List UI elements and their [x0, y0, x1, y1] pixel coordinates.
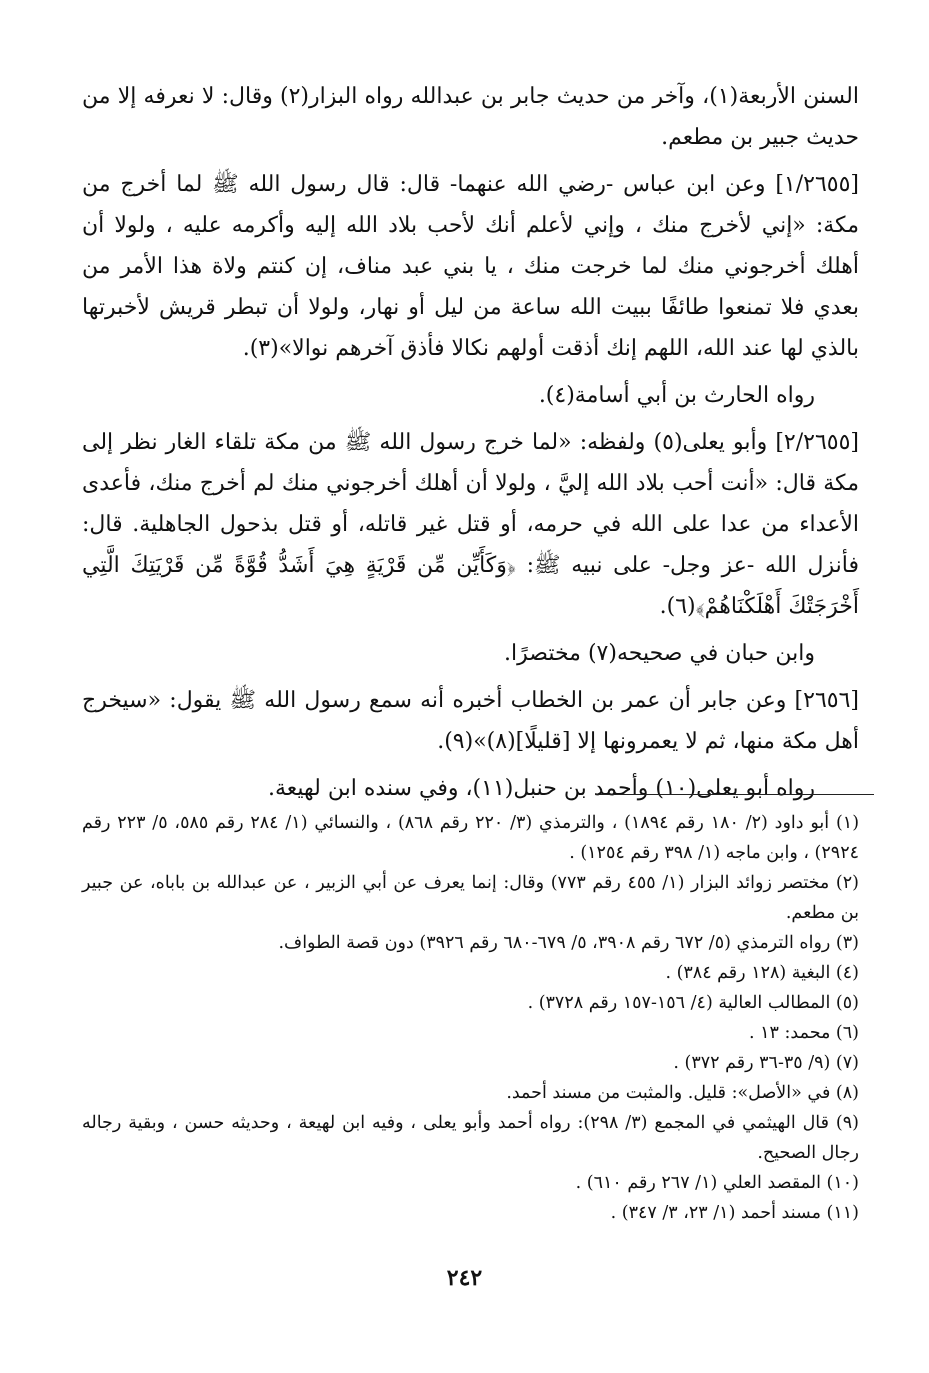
narration-note-2: وابن حبان في صحيحه(٧) مختصرًا.: [504, 641, 815, 666]
footnote-9: (٩) قال الهيثمي في المجمع (٣/ ٢٩٨): رواه أحمد وأبو يعلى ، وفيه ابن لهيعة ، وحديثه حسن ، وبقية رجاله رجال الصحيح.: [82, 1113, 859, 1163]
narration-note-1: رواه الحارث بن أبي أسامة(٤).: [538, 383, 815, 408]
hadith-2656: [٢٦٥٦] وعن جابر أن عمر بن الخطاب أخبره أنه سمع رسول الله ﷺ يقول: «سيخرج أهل مكة منها، ثم لا يعمرونها إلا [قليلًا](٨)»(٩).: [82, 688, 859, 754]
hadith-2655-2: [٢/٢٦٥٥] وأبو يعلى(٥) ولفظه: «لما خرج رسول الله ﷺ من مكة تلقاء الغار نظر إلى مكة قال: «أنت أحب بلاد الله إليَّ ، ولولا أن أهلك أخرجوني منك لم أخرج منك، فأعدى الأعداء من عدا على الله في حرمه، أو قتل غير قاتله، أو قتل بذحول الجاهلية. قال: فأنزل الله -عز وجل- على نبيه ﷺ: ﴿وَكَأَيِّن مِّن قَرْيَةٍ هِيَ أَشَدُّ قُوَّةً مِّن قَرْيَتِكَ الَّتِي أَخْرَجَتْكَ أَهْلَكْنَاهُمْ﴾(٦).: [82, 430, 860, 619]
footnote-8: (٨) في «الأصل»: قليل. والمثبت من مسند أحمد.: [506, 1083, 859, 1103]
main-text: [82, 76, 859, 815]
footnote-4: (٤) البغية (١٢٨ رقم ٣٨٤) .: [665, 963, 859, 983]
footnote-2: (٢) مختصر زوائد البزار (١/ ٤٥٥ رقم ٧٧٣) وقال: إنما يعرف عن أبي الزبير ، عن عبدالله بن باباه، عن جبير بن مطعم.: [82, 873, 859, 923]
footnote-3: (٣) رواه الترمذي (٥/ ٦٧٢ رقم ٣٩٠٨، ٥/ ٦٧٩-٦٨٠ رقم ٣٩٢٦) دون قصة الطواف.: [278, 933, 859, 953]
footnote-7: (٧) (٩/ ٣٥-٣٦ رقم ٣٧٢) .: [673, 1053, 859, 1073]
hadith-2655-1: [١/٢٦٥٥] وعن ابن عباس -رضي الله عنهما- قال: قال رسول الله ﷺ لما أخرج من مكة: «إني لأخرج منك ، وإني لأعلم أنك لأحب بلاد الله إليه وأكرمه عليه ، ولولا أن أهلك أخرجوني منك لما خرجت منك ، يا بني عبد مناف، إن كنتم ولاة هذا الأمر من بعدي فلا تمنعوا طائفًا ببيت الله ساعة من ليل أو نهار، ولولا أن تبطر قريش لأخبرتها بالذي لها عند الله، اللهم إنك أذقت أولهم نكالا فأذق آخرهم نوالا»(٣).: [82, 172, 859, 361]
footnotes: [82, 808, 859, 1228]
footnote-10: (١٠) المقصد العلي (١/ ٢٦٧ رقم ٦١٠) .: [575, 1173, 859, 1193]
narration-note-3: رواه أبو يعلى(١٠) وأحمد بن حنبل(١١)، وفي سنده ابن لهيعة.: [267, 776, 815, 801]
paragraph-1: السنن الأربعة(١)، وآخر من حديث جابر بن عبدالله رواه البزار(٢) وقال: لا نعرفه إلا من حديث جبير بن مطعم.: [82, 84, 860, 150]
page-number: ٢٤٢: [446, 1265, 483, 1291]
footnote-6: (٦) محمد: ١٣ .: [748, 1023, 859, 1043]
footnote-1: (١) أبو داود (٢/ ١٨٠ رقم ١٨٩٤) ، والترمذي (٣/ ٢٢٠ رقم ٨٦٨) ، والنسائي (١/ ٢٨٤ رقم ٥٨٥، ٥/ ٢٢٣ رقم ٢٩٢٤) ، وابن ماجه (١/ ٣٩٨ رقم ١٢٥٤) .: [82, 813, 860, 863]
footnote-5: (٥) المطالب العالية (٤/ ١٥٦-١٥٧ رقم ٣٧٢٨) .: [527, 993, 859, 1013]
footnote-11: (١١) مسند أحمد (١/ ٢٣، ٣/ ٣٤٧) .: [610, 1203, 859, 1223]
footnote-separator: [596, 794, 874, 795]
